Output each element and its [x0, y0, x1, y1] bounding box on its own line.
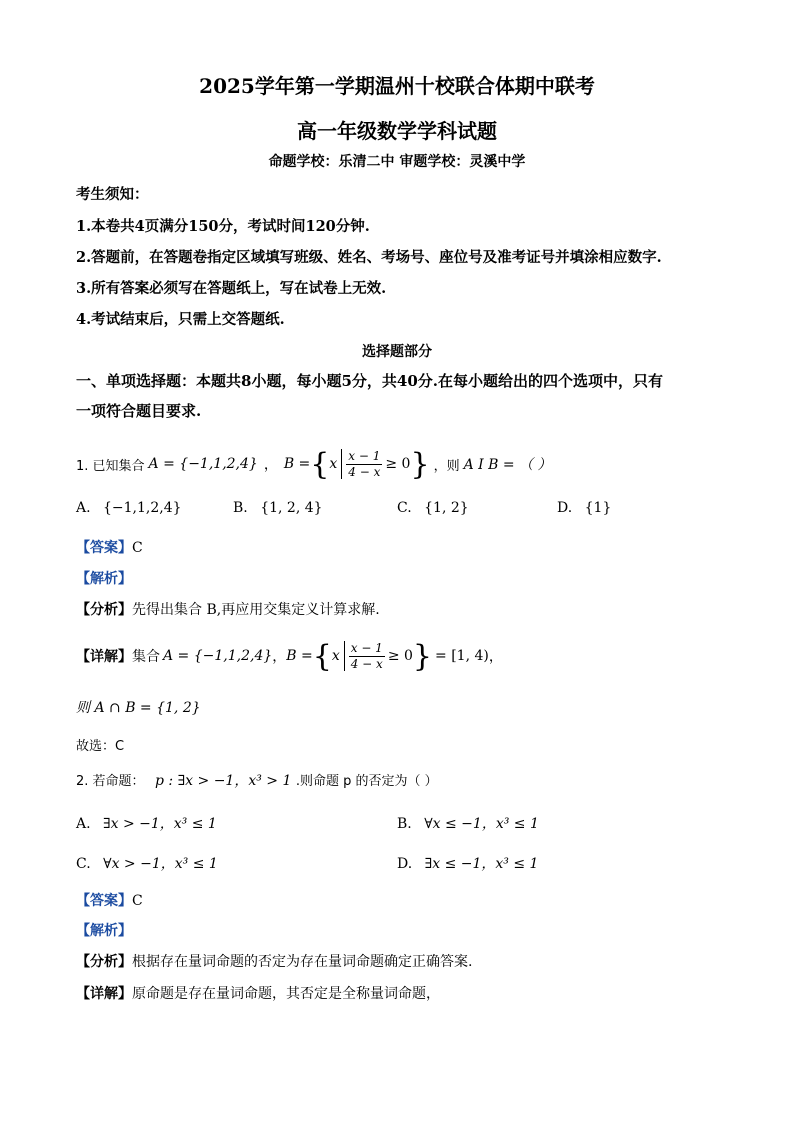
q1-option-d[interactable] — [557, 500, 611, 516]
q1-xiangjie-sep: ， — [272, 649, 287, 665]
q1-option-d-label: D. — [557, 500, 573, 516]
notice-item-3: 3.所有答案必须写在答题纸上，写在试卷上无效. — [76, 280, 387, 297]
section-title: 选择题部分 — [362, 344, 432, 360]
q1-fraction — [346, 449, 382, 480]
q2-option-c-label: C. — [76, 856, 91, 872]
q1-xiangjie-x: x — [331, 648, 340, 664]
q1-set-b-lhs: B = — [283, 456, 311, 472]
q2-option-b-value: ∀x ≤ −1，x³ ≤ 1 — [424, 816, 539, 832]
q1-option-a-value: {−1,1,2,4} — [103, 500, 182, 516]
q1-brace-right: } — [410, 446, 430, 482]
q1-tail: ，则 — [433, 458, 460, 474]
exam-subtitle: 高一年级数学学科试题 — [297, 119, 497, 143]
q2-option-a-label: A. — [76, 816, 91, 832]
q1-answer-value: C — [132, 540, 143, 556]
notice-item-4: 4.考试结束后，只需上交答题纸. — [76, 311, 285, 328]
q1-set-b-x: x — [329, 456, 338, 472]
q1-xiangjie-brace-left: { — [312, 638, 332, 674]
q1-xiangjie-frac-num: x − 1 — [350, 640, 383, 655]
q2-fenxi-text: 根据存在量词命题的否定为存在量词命题确定正确答案. — [132, 954, 473, 970]
q1-xiangjie-brace-right: } — [412, 638, 433, 674]
q1-fenxi — [76, 599, 380, 619]
q1-analysis-label: 【解析】 — [76, 571, 132, 587]
q1-answer — [76, 537, 143, 557]
q1-set-a: A = {−1,1,2,4} — [148, 456, 258, 472]
q1-xiangjie — [76, 636, 503, 676]
q2-option-b[interactable] — [397, 813, 539, 833]
q1-xiangjie-fraction — [349, 641, 385, 672]
q1-xiangjie-pre: 集合 — [132, 649, 160, 665]
q1-xiangjie-end: ， — [488, 649, 503, 665]
q1-xiangjie-b-lhs: B = — [286, 648, 313, 664]
q2-fenxi-tag: 【分析】 — [76, 954, 132, 970]
q2-answer-tag: 【答案】 — [76, 893, 132, 909]
q1-option-b[interactable] — [233, 500, 323, 516]
q1-xiangjie-result: = [1, 4) — [435, 648, 489, 664]
q2-answer — [76, 890, 143, 910]
q2-answer-value: C — [132, 893, 143, 909]
exam-schools: 命题学校：乐清二中 审题学校：灵溪中学 — [268, 154, 526, 170]
section-instruction-1: 一、单项选择题：本题共8小题，每小题5分，共40分.在每小题给出的四个选项中，只有 — [76, 372, 663, 390]
q2-fenxi — [76, 951, 472, 971]
q2-option-c-value: ∀x > −1，x³ ≤ 1 — [103, 856, 218, 872]
q1-xiangjie-cond: ≥ 0 — [387, 648, 413, 664]
q2-option-d[interactable] — [397, 853, 538, 873]
section-instruction-2: 一项符合题目要求. — [76, 402, 202, 420]
q2-option-b-label: B. — [397, 816, 412, 832]
q2-analysis-label: 【解析】 — [76, 923, 132, 939]
q1-option-c-label: C. — [397, 500, 412, 516]
q2-option-d-value: ∃x ≤ −1，x³ ≤ 1 — [424, 856, 539, 872]
q1-fenxi-tag: 【分析】 — [76, 602, 132, 618]
q2-xiangjie-text: 原命题是存在量词命题，其否定是全称量词命题， — [132, 986, 440, 1002]
q1-guxuan: 故选：C — [76, 739, 125, 754]
q2-tail: .则命题 p 的否定为（ ） — [295, 774, 438, 789]
q1-option-b-value: {1, 2, 4} — [260, 500, 323, 516]
q2-option-c[interactable] — [76, 853, 218, 873]
q1-xiangjie-bar — [344, 641, 345, 671]
q1-fenxi-text: 先得出集合 B,再应用交集定义计算求解. — [132, 602, 380, 618]
q1-option-d-value: {1} — [584, 500, 612, 516]
q1-option-c-value: {1, 2} — [424, 500, 469, 516]
q1-answer-tag: 【答案】 — [76, 540, 132, 556]
q1-set-bar — [341, 449, 342, 479]
q2-proposition: p : ∃x > −1，x³ > 1 — [155, 773, 292, 789]
q1-then-line: 则 A ∩ B = {1, 2} — [76, 700, 201, 716]
q2-analysis-tag — [76, 920, 132, 940]
q2-prefix: 2. 若命题： — [76, 774, 145, 789]
q1-prefix: 1. 已知集合 — [76, 458, 145, 474]
q1-option-a[interactable] — [76, 500, 182, 516]
notice-item-2: 2.答题前，在答题卷指定区域填写班级、姓名、考场号、座位号及准考证号并填涂相应数字. — [76, 249, 662, 266]
q2-stem — [76, 770, 438, 790]
q1-analysis-tag — [76, 568, 132, 588]
notice-item-1: 1.本卷共4页满分150分，考试时间120分钟. — [76, 218, 370, 235]
q1-option-c[interactable] — [397, 500, 469, 516]
q1-option-a-label: A. — [76, 500, 91, 516]
q2-xiangjie — [76, 983, 440, 1003]
q1-xiangjie-frac-den: 4 − x — [350, 656, 383, 671]
q1-frac-den: 4 − x — [348, 464, 381, 479]
exam-title: 2025学年第一学期温州十校联合体期中联考 — [199, 74, 595, 98]
q1-stem: 1. 已知集合 A = {−1,1,2,4} ， B = { x $\frac{x - 1}{4 - x}$ ≥ 0 } ，则 A I B = （ ） — [76, 446, 552, 482]
q2-option-a[interactable] — [76, 813, 217, 833]
q2-option-d-label: D. — [397, 856, 413, 872]
q1-frac-num: x − 1 — [348, 448, 381, 463]
notice-heading: 考生须知： — [76, 186, 149, 203]
q1-brace-left: { — [310, 446, 330, 482]
q1-set-b-cond: ≥ 0 — [385, 456, 411, 472]
q2-option-a-value: ∃x > −1，x³ ≤ 1 — [103, 816, 217, 832]
q1-xiangjie-tag: 【详解】 — [76, 649, 132, 665]
q1-xiangjie-a: A = {−1,1,2,4} — [163, 648, 273, 664]
q1-option-b-label: B. — [233, 500, 248, 516]
q1-question: A I B = （ ） — [463, 457, 552, 473]
q2-xiangjie-tag: 【详解】 — [76, 986, 132, 1002]
